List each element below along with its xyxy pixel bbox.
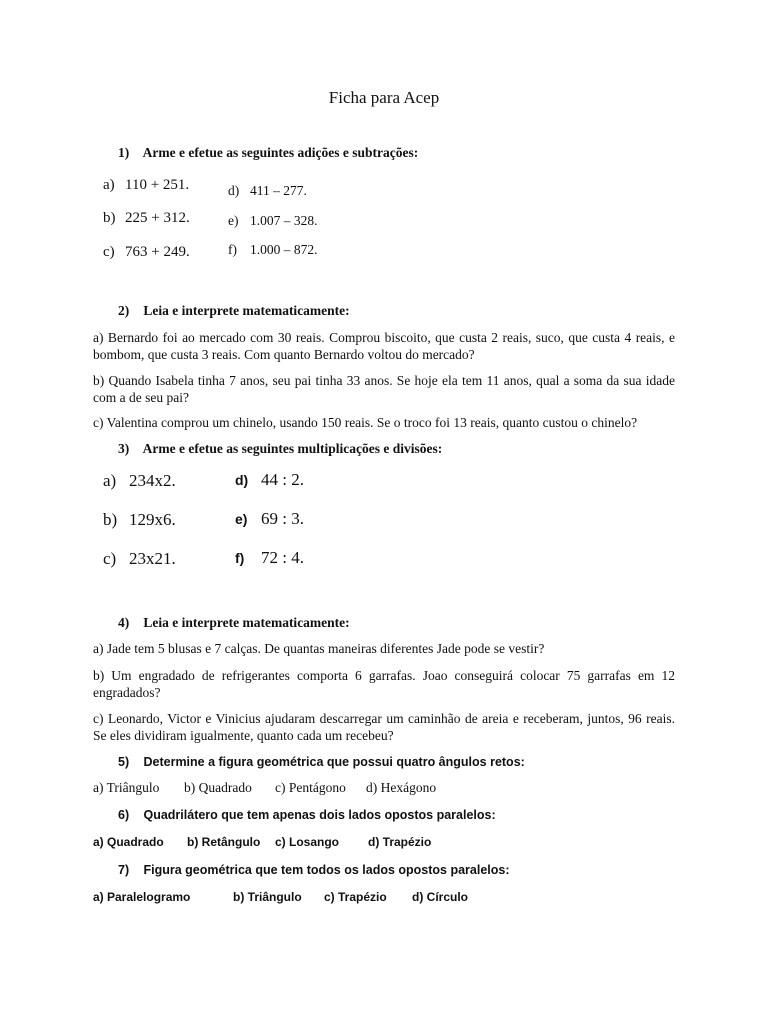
- q1-item-e: e) 1.007 – 328.: [228, 213, 318, 228]
- q6-option-a: a) Quadrado: [93, 835, 164, 849]
- q4-heading: [118, 615, 350, 631]
- q3-heading-text: Arme e efetue as seguintes multiplicações e divisões:: [142, 441, 443, 456]
- q1-heading-text: Arme e efetue as seguintes adições e subtrações:: [142, 145, 419, 160]
- q5-heading: [118, 755, 525, 769]
- q5-heading-text: Determine a figura geométrica que possui quatro ângulos retos:: [143, 755, 525, 769]
- q1-item-d: d) 411 – 277.: [228, 183, 307, 198]
- q2-heading-text: Leia e interprete matematicamente:: [143, 303, 350, 318]
- q1-item-c: c) 763 + 249.: [103, 244, 190, 260]
- q7-option-b: b) Triângulo: [233, 890, 302, 904]
- q7-option-c: c) Trapézio: [324, 890, 387, 904]
- q6-option-d: d) Trapézio: [368, 835, 432, 849]
- q1-heading: [118, 145, 418, 161]
- page-title: Ficha para Acep: [328, 88, 440, 107]
- q6-heading: [118, 808, 496, 822]
- q5-option-a: a) Triângulo: [93, 780, 160, 795]
- q3-item-b: b) 129x6.: [103, 510, 176, 529]
- q6-option-c: c) Losango: [275, 835, 340, 849]
- q5-option-d: d) Hexágono: [366, 780, 437, 795]
- q2-number: 2): [118, 303, 130, 318]
- q4-item-a: a) Jade tem 5 blusas e 7 calças. De quantas maneiras diferentes Jade pode se vestir?: [93, 641, 545, 656]
- q6-option-b: b) Retângulo: [187, 835, 261, 849]
- q4-item-c: c) Leonardo, Victor e Vinicius ajudaram descarregar um caminhão de areia e receberam, juntos, 96 reais. Se eles dividiram igualmente, quanto cada um recebeu?: [93, 711, 675, 743]
- q7-heading: [118, 863, 510, 877]
- q4-number: 4): [118, 615, 130, 630]
- q7-option-a: a) Paralelogramo: [93, 890, 191, 904]
- q6-heading-text: Quadrilátero que tem apenas dois lados opostos paralelos:: [143, 808, 496, 822]
- q3-item-d: d) 44 : 2.: [235, 470, 304, 489]
- q4-heading-text: Leia e interprete matematicamente:: [143, 615, 350, 630]
- q5-option-c: c) Pentágono: [275, 780, 346, 795]
- q3-heading: [118, 441, 442, 457]
- q2-item-a: a) Bernardo foi ao mercado com 30 reais. Comprou biscoito, que custa 2 reais, suco, que custa 4 reais, e bombom, que custa 3 reais. Com quanto Bernardo voltou do mercado?: [93, 330, 675, 362]
- q3-item-e: e) 69 : 3.: [235, 509, 304, 528]
- q5-option-b: b) Quadrado: [184, 780, 252, 795]
- q1-item-b: b) 225 + 312.: [103, 210, 190, 226]
- q5-number: 5): [118, 755, 130, 769]
- q3-item-a: a) 234x2.: [103, 471, 176, 490]
- q4-item-b: b) Um engradado de refrigerantes comporta 6 garrafas. Joao conseguirá colocar 75 garrafas em 12 engradados?: [93, 668, 675, 700]
- q1-item-f: f) 1.000 – 872.: [228, 242, 318, 257]
- q2-item-b: b) Quando Isabela tinha 7 anos, seu pai tinha 33 anos. Se hoje ela tem 11 anos, qual a soma da sua idade com a de seu pai?: [93, 373, 675, 405]
- q7-option-d: d) Círculo: [412, 890, 468, 904]
- q1-item-a: a) 110 + 251.: [103, 177, 190, 193]
- q7-heading-text: Figura geométrica que tem todos os lados opostos paralelos:: [143, 863, 510, 877]
- q3-item-c: c) 23x21.: [103, 549, 176, 568]
- q7-number: 7): [118, 863, 130, 877]
- q3-number: 3): [118, 441, 130, 456]
- q3-item-f: f) 72 : 4.: [235, 548, 304, 567]
- q6-number: 6): [118, 808, 130, 822]
- q2-item-c: c) Valentina comprou um chinelo, usando 150 reais. Se o troco foi 13 reais, quanto custou o chinelo?: [93, 415, 638, 430]
- q1-number: 1): [118, 145, 130, 160]
- q2-heading: [118, 303, 350, 319]
